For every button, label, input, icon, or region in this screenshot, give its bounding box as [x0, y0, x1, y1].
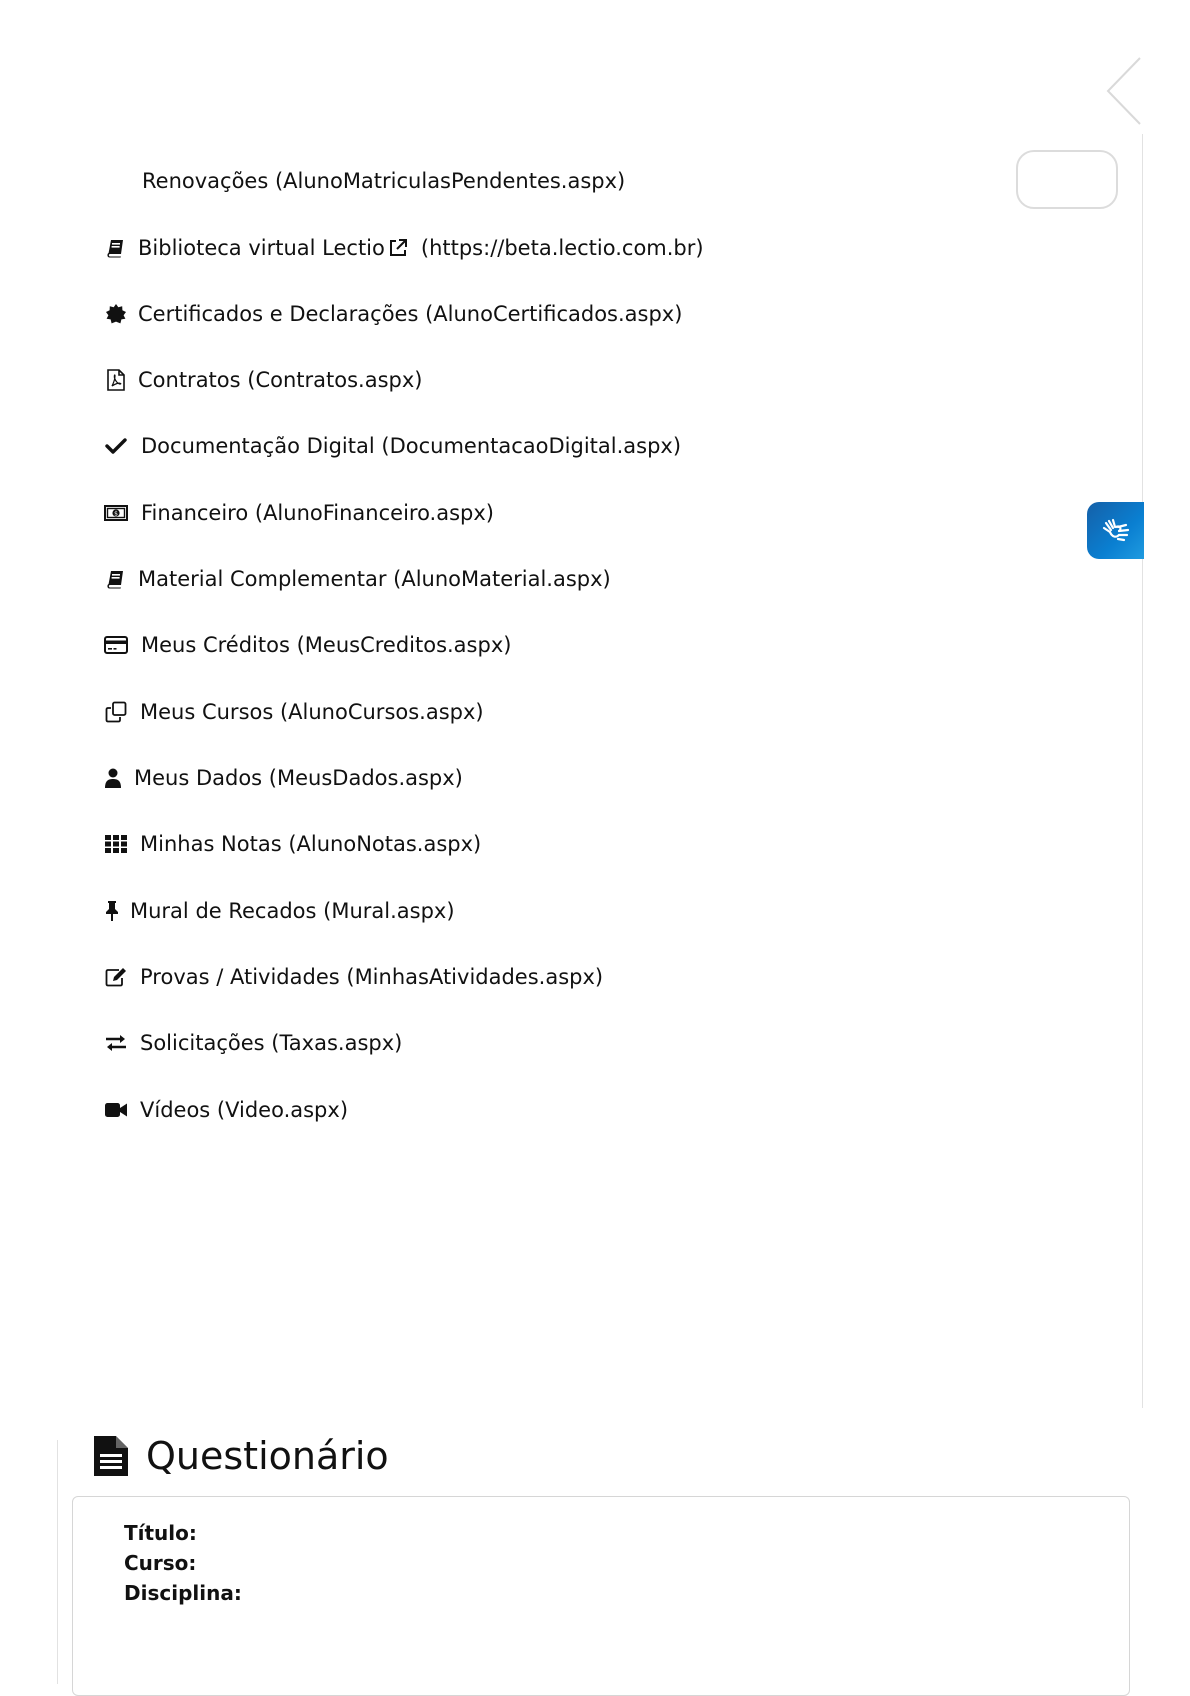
- menu-item-videos[interactable]: [104, 1095, 348, 1125]
- external-link-icon: [387, 237, 409, 259]
- menu-item-label: Meus Créditos (MeusCreditos.aspx): [141, 633, 512, 657]
- menu-item-renovacoes[interactable]: [142, 166, 625, 196]
- book-icon: [104, 236, 128, 260]
- page-title: Questionário: [146, 1434, 389, 1478]
- sign-language-icon: [1098, 513, 1134, 549]
- menu-item-material-complementar[interactable]: [104, 564, 611, 594]
- menu-item-label: Renovações (AlunoMatriculasPendentes.aspx): [142, 169, 626, 193]
- menu-item-minhas-notas[interactable]: [104, 829, 481, 859]
- menu-item-certificados[interactable]: [104, 299, 682, 329]
- menu-item-label: Vídeos (Video.aspx): [140, 1098, 349, 1122]
- book-icon: [104, 567, 128, 591]
- menu-item-label: Provas / Atividades (MinhasAtividades.aspx): [140, 965, 604, 989]
- money-bill-icon: [104, 501, 128, 525]
- menu-item-financeiro[interactable]: [104, 498, 494, 528]
- menu-item-label: Mural de Recados (Mural.aspx): [130, 899, 455, 923]
- check-icon: [104, 434, 128, 458]
- menu-item-label: Documentação Digital (DocumentacaoDigital.aspx): [141, 434, 682, 458]
- menu-item-meus-creditos[interactable]: [104, 630, 511, 660]
- pdf-file-icon: [104, 368, 128, 392]
- collapse-chevron-icon[interactable]: [1106, 56, 1142, 126]
- menu-item-label: Certificados e Declarações (AlunoCertificados.aspx): [138, 302, 683, 326]
- menu-item-label: Contratos (Contratos.aspx): [138, 368, 423, 392]
- menu-item-label: Material Complementar (AlunoMaterial.aspx): [138, 567, 611, 591]
- file-text-icon: [94, 1436, 128, 1476]
- menu-item-meus-cursos[interactable]: [104, 697, 484, 727]
- clone-icon: [104, 700, 128, 724]
- curso-label: Curso:: [124, 1551, 197, 1575]
- menu-item-meus-dados[interactable]: [104, 763, 463, 793]
- menu-item-label: Meus Cursos (AlunoCursos.aspx): [140, 700, 484, 724]
- menu-item-label: Financeiro (AlunoFinanceiro.aspx): [141, 501, 494, 525]
- menu-item-documentacao-digital[interactable]: [104, 431, 681, 461]
- questionnaire-heading: [94, 1434, 389, 1478]
- sign-language-widget-button[interactable]: [1087, 502, 1144, 559]
- svg-text:$: $: [114, 510, 118, 518]
- video-camera-icon: [104, 1098, 128, 1122]
- menu-item-solicitacoes[interactable]: [104, 1028, 402, 1058]
- menu-item-contratos[interactable]: [104, 365, 422, 395]
- menu-item-label: Meus Dados (MeusDados.aspx): [134, 766, 463, 790]
- top-pill-button[interactable]: [1016, 150, 1118, 209]
- questionnaire-card: [72, 1496, 1130, 1696]
- certificate-icon: [104, 302, 128, 326]
- menu-item-label: Solicitações (Taxas.aspx): [140, 1031, 403, 1055]
- titulo-label: Título:: [124, 1521, 197, 1545]
- menu-item-biblioteca[interactable]: [104, 233, 704, 263]
- edit-icon: [104, 965, 128, 989]
- exchange-icon: [104, 1031, 128, 1055]
- menu-item-url: (https://beta.lectio.com.br): [420, 236, 704, 260]
- sidebar-border: [1142, 134, 1143, 1408]
- menu-item-label: Biblioteca virtual Lectio: [138, 236, 385, 260]
- menu-item-provas-atividades[interactable]: [104, 962, 603, 992]
- user-icon: [104, 766, 122, 790]
- disciplina-label: Disciplina:: [124, 1581, 242, 1605]
- credit-card-icon: [104, 633, 128, 657]
- menu-item-label: Minhas Notas (AlunoNotas.aspx): [140, 832, 482, 856]
- thumbtack-icon: [104, 899, 120, 923]
- grid-icon: [104, 832, 128, 856]
- content-border: [57, 1440, 58, 1684]
- menu-item-mural-de-recados[interactable]: [104, 896, 455, 926]
